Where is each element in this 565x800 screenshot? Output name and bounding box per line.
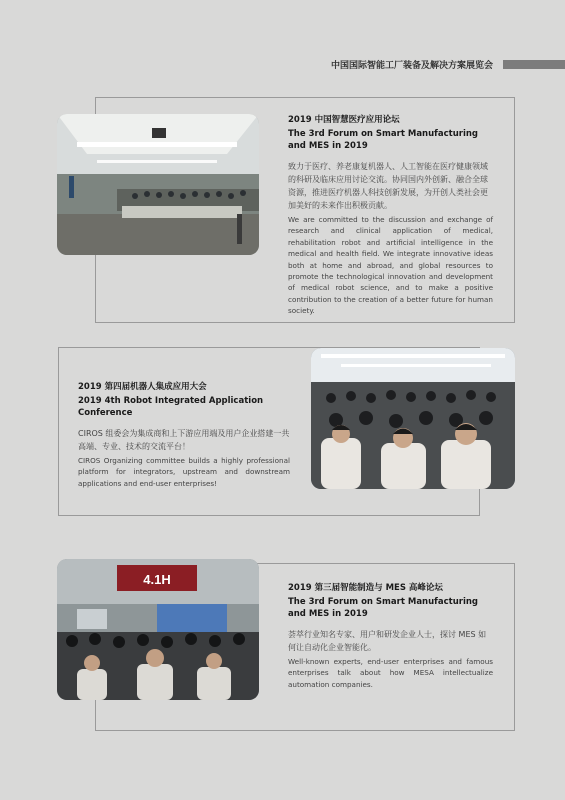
section-1-body-zh: 致力于医疗、养老康复机器人、人工智能在医疗健康领域的科研及临床应用讨论交流。协同国内外创新、融合全球资源，推进医疗机器人科技创新发展，为开创人类社会更加美好的未来作出积极贡献。 — [288, 162, 488, 210]
section-3-body-zh: 荟萃行业知名专家、用户和研发企业人士，探讨 MES 如何让自动化企业智能化。 — [288, 630, 487, 652]
section-2-body-en: CIROS Organizing committee builds a highly professional platform for integrators, upstream and downstream applications and end-user enterprises! — [78, 456, 290, 488]
section-3-title-zh: 2019 第三届智能制造与 MES 高峰论坛 — [288, 583, 443, 593]
section-1-title-en-1: The 3rd Forum on Smart Manufacturing — [288, 129, 478, 139]
page-header — [0, 58, 565, 70]
medical-forum-photo — [57, 114, 259, 255]
section-3-text — [288, 582, 493, 690]
robot-conference-photo — [311, 348, 515, 489]
section-2-title-zh: 2019 第四届机器人集成应用大会 — [78, 382, 207, 392]
header-accent-bar — [503, 60, 565, 69]
mes-forum-photo — [57, 559, 259, 700]
exhibition-title: 中国国际智能工厂装备及解决方案展览会 — [330, 61, 493, 71]
section-1-title-zh: 2019 中国智慧医疗应用论坛 — [288, 115, 400, 125]
section-1-text — [288, 114, 493, 317]
hall-sign-text: 4.1H — [143, 572, 171, 587]
section-3-body-en: Well-known experts, end-user enterprises and famous enterprises talk about how MESA intellectualize automation companies. — [288, 657, 493, 689]
section-1-title-en-2: and MES in 2019 — [288, 141, 368, 151]
section-1-body-en: We are committed to the discussion and exchange of research and clinical application of medical, rehabilitation robot and artificial intelligence in the medical and health field. We integrate innovative ideas both at home and abroad, and global resources to promote the technological innovation and development of medical robot science, and to make a positive contribution to the creation of a better future for human society. — [288, 215, 493, 316]
section-3-title-en-2: and MES in 2019 — [288, 609, 368, 619]
section-2-body-zh: CIROS 组委会为集成商和上下游应用端及用户企业搭建一共高端、专业、技术的交流平台！ — [78, 429, 290, 451]
section-3-title-en-1: The 3rd Forum on Smart Manufacturing — [288, 597, 478, 607]
section-2-text — [78, 381, 290, 489]
section-2-title-en: 2019 4th Robot Integrated Application Conference — [78, 396, 264, 418]
